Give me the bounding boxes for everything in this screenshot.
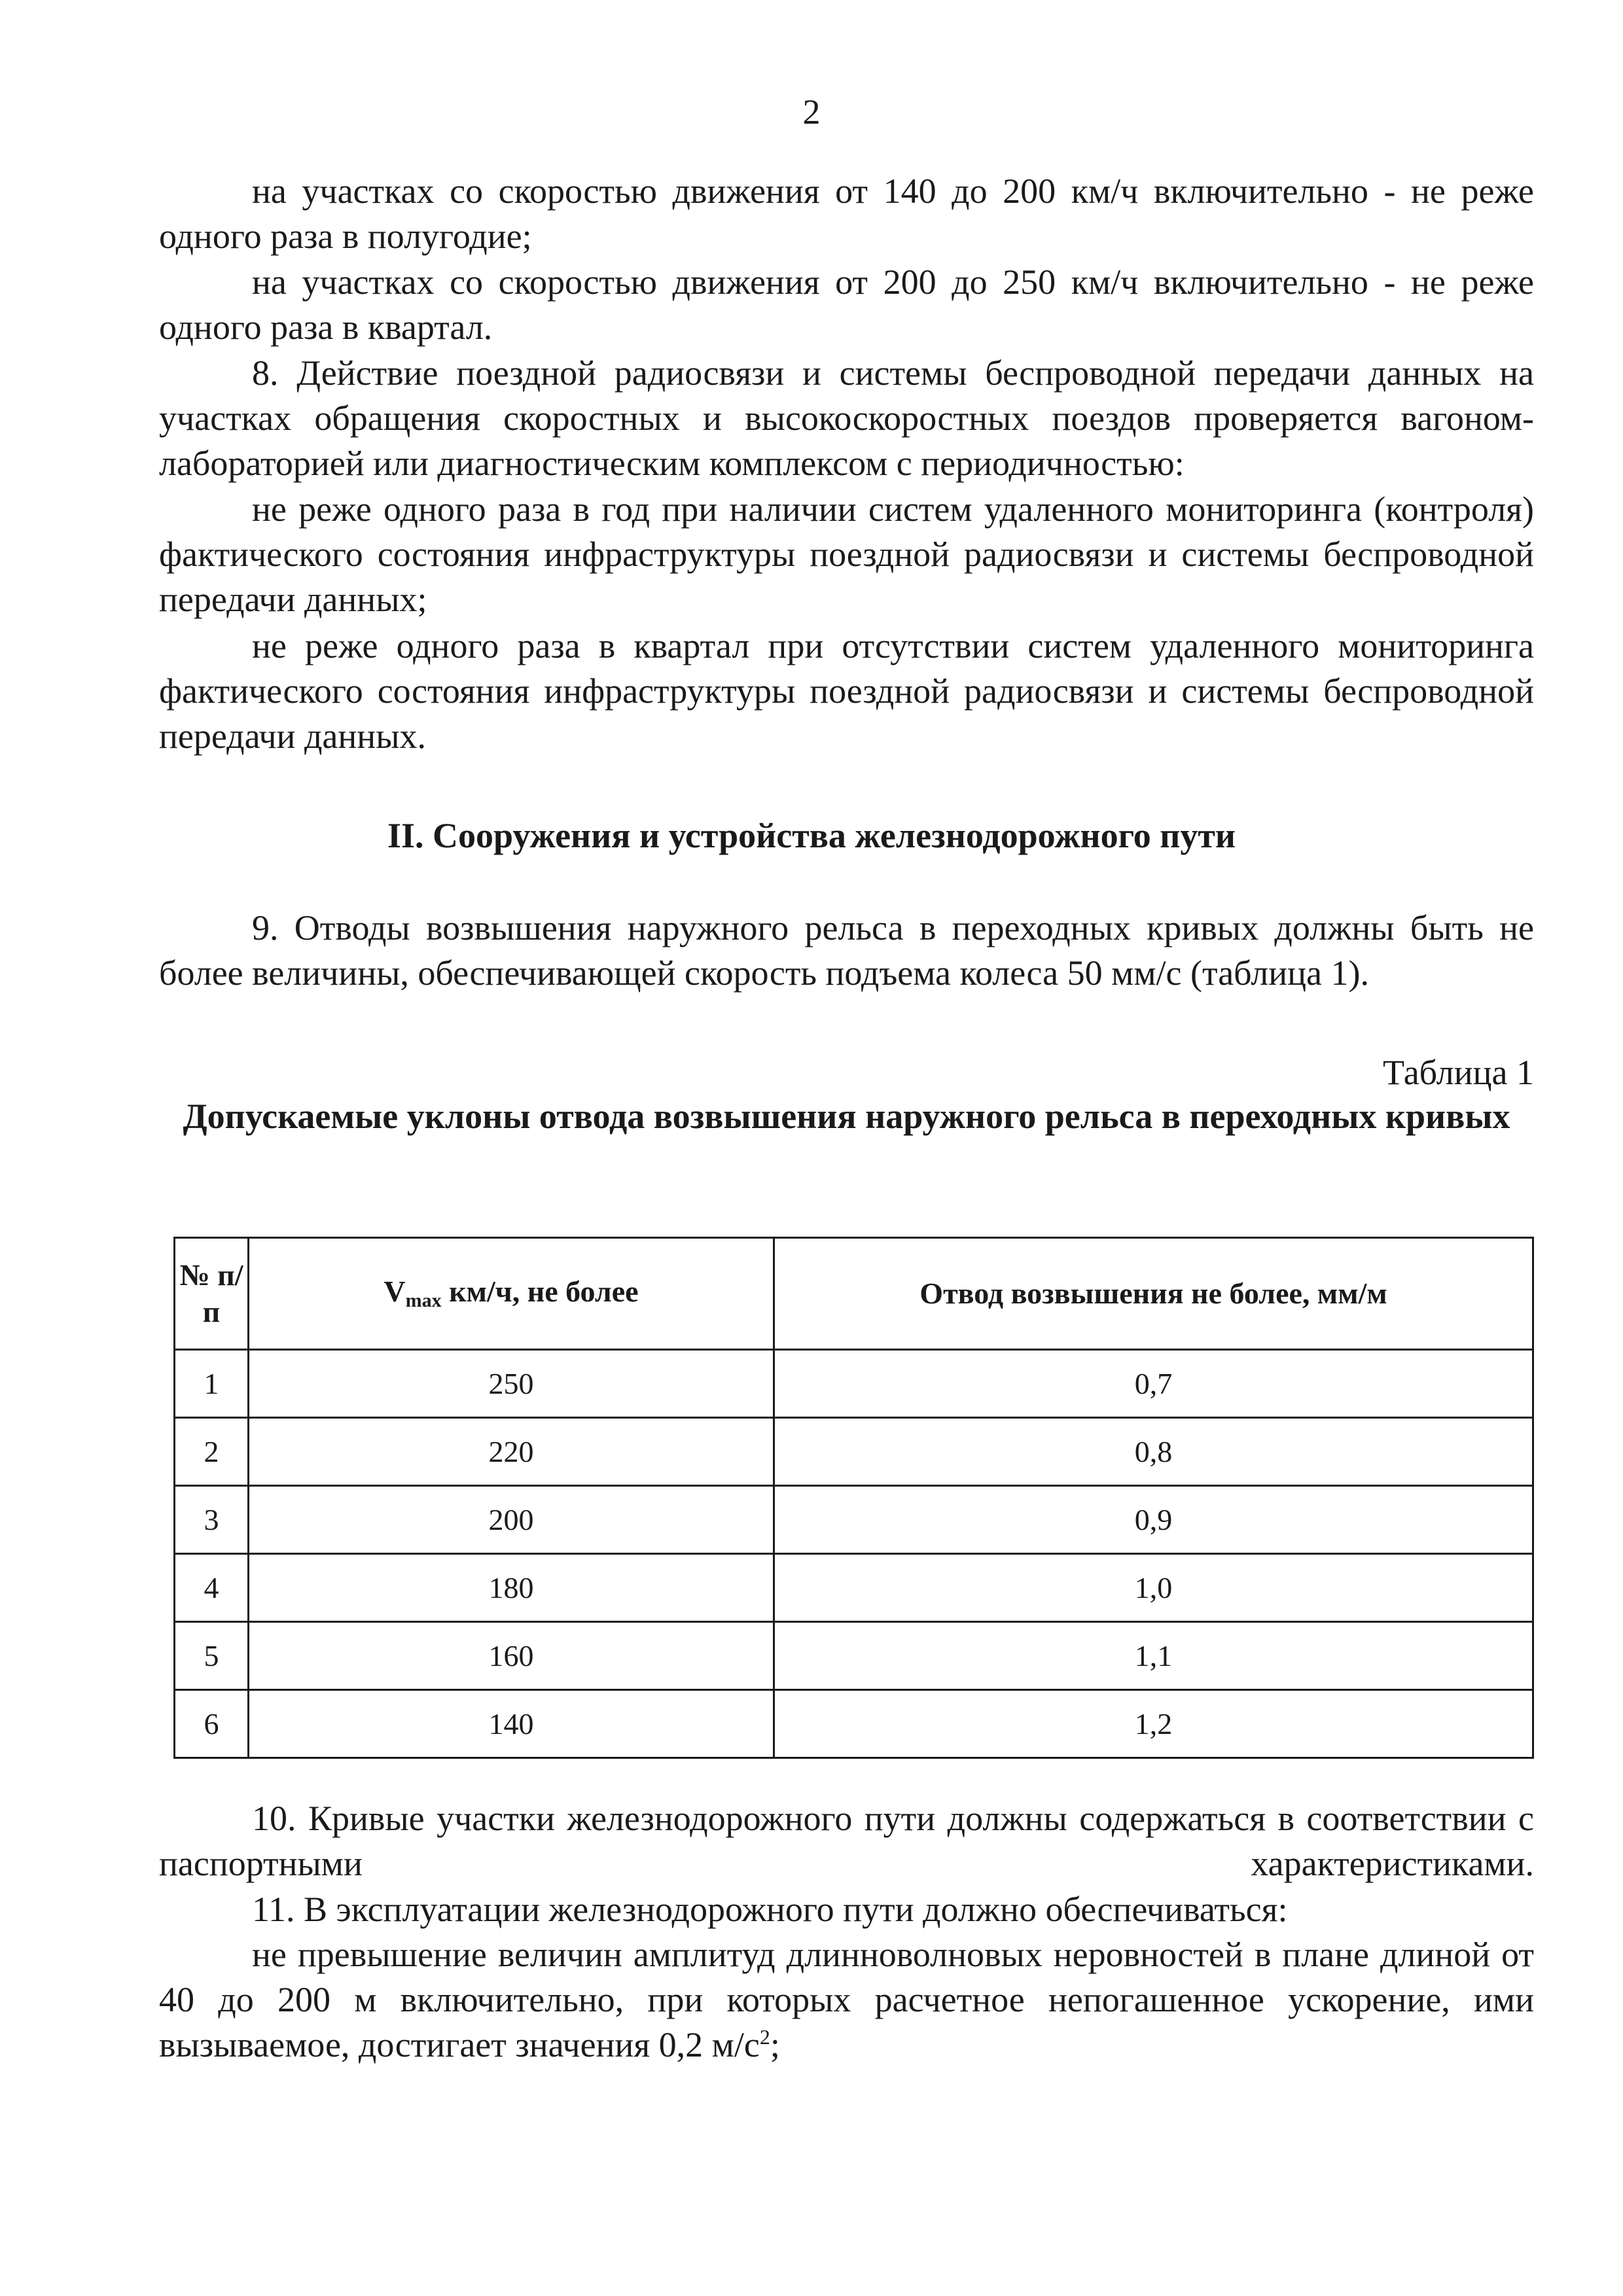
accel-exponent: 2 <box>759 2025 770 2049</box>
cell-speed: 250 <box>249 1350 774 1418</box>
table-row <box>175 1622 1533 1690</box>
accel-suffix: ; <box>770 2025 780 2064</box>
cell-number: 3 <box>175 1486 249 1554</box>
cell-slope: 1,2 <box>774 1690 1533 1758</box>
table-row <box>175 1486 1533 1554</box>
paragraph-8: 8. Действие поездной радиосвязи и системы беспроводной передачи данных на участках обращения скоростных и высокоскоростных поездов проверяется вагоном-лабораторией или диагностическим комплексом с периодичностью: <box>159 353 1534 483</box>
cell-number: 4 <box>175 1554 249 1622</box>
header-slope: Отвод возвышения не более, мм/м <box>774 1238 1533 1350</box>
cell-slope: 0,8 <box>774 1418 1533 1486</box>
paragraph-speed-140-200: на участках со скоростью движения от 140 до 200 км/ч включительно - не реже одного раза в полугодие; <box>159 171 1534 256</box>
cell-number: 5 <box>175 1622 249 1690</box>
table-row <box>175 1418 1533 1486</box>
cell-slope: 1,1 <box>774 1622 1533 1690</box>
paragraph-monitoring-absent: не реже одного раза в квартал при отсутствии систем удаленного мониторинга фактического состояния инфраструктуры поездной радиосвязи и системы беспроводной передачи данных. <box>159 626 1534 756</box>
cell-speed: 200 <box>249 1486 774 1554</box>
cell-speed: 140 <box>249 1690 774 1758</box>
table-title: Допускаемые уклоны отвода возвышения наружного рельса в переходных кривых <box>183 1097 1510 1136</box>
cell-slope: 1,0 <box>774 1554 1533 1622</box>
cell-speed: 180 <box>249 1554 774 1622</box>
cell-number: 1 <box>175 1350 249 1418</box>
paragraph-amplitudes-text: не превышение величин амплитуд длинноволновых неровностей в плане длиной от 40 до 200 м включительно, при которых расчетное непогашенное ускорение, ими вызываемое, достигает значения 0,2 м/с <box>159 1935 1534 2064</box>
section-heading: II. Сооружения и устройства железнодорожного пути <box>387 816 1236 855</box>
paragraph-10: 10. Кривые участки железнодорожного пути должны содержаться в соответствии с паспортными характеристиками. <box>159 1799 1534 1883</box>
header-speed <box>249 1238 774 1350</box>
slope-table <box>173 1237 1534 1759</box>
cell-number: 2 <box>175 1418 249 1486</box>
header-number: № п/п <box>175 1238 249 1350</box>
page-number: 2 <box>802 92 821 132</box>
cell-slope: 0,7 <box>774 1350 1533 1418</box>
header-speed-rest: км/ч, не более <box>441 1275 639 1308</box>
table-label: Таблица 1 <box>1383 1053 1534 1092</box>
cell-speed: 160 <box>249 1622 774 1690</box>
paragraph-amplitudes <box>159 1932 1534 2068</box>
paragraph-11: 11. В эксплуатации железнодорожного пути должно обеспечиваться: <box>252 1890 1288 1929</box>
table-row <box>175 1554 1533 1622</box>
table-row <box>175 1350 1533 1418</box>
table-row <box>175 1690 1533 1758</box>
header-speed-sub: max <box>405 1290 442 1311</box>
paragraph-monitoring-present: не реже одного раза в год при наличии систем удаленного мониторинга (контроля) фактического состояния инфраструктуры поездной радиосвязи и системы беспроводной передачи данных; <box>159 489 1534 619</box>
header-speed-v: V <box>383 1275 406 1308</box>
cell-speed: 220 <box>249 1418 774 1486</box>
paragraph-9: 9. Отводы возвышения наружного рельса в переходных кривых должны быть не более величины, обеспечивающей скорость подъема колеса 50 мм/с (таблица 1). <box>159 908 1534 993</box>
cell-slope: 0,9 <box>774 1486 1533 1554</box>
cell-number: 6 <box>175 1690 249 1758</box>
table-header-row <box>175 1238 1533 1350</box>
paragraph-speed-200-250: на участках со скоростью движения от 200 до 250 км/ч включительно - не реже одного раза в квартал. <box>159 262 1534 347</box>
